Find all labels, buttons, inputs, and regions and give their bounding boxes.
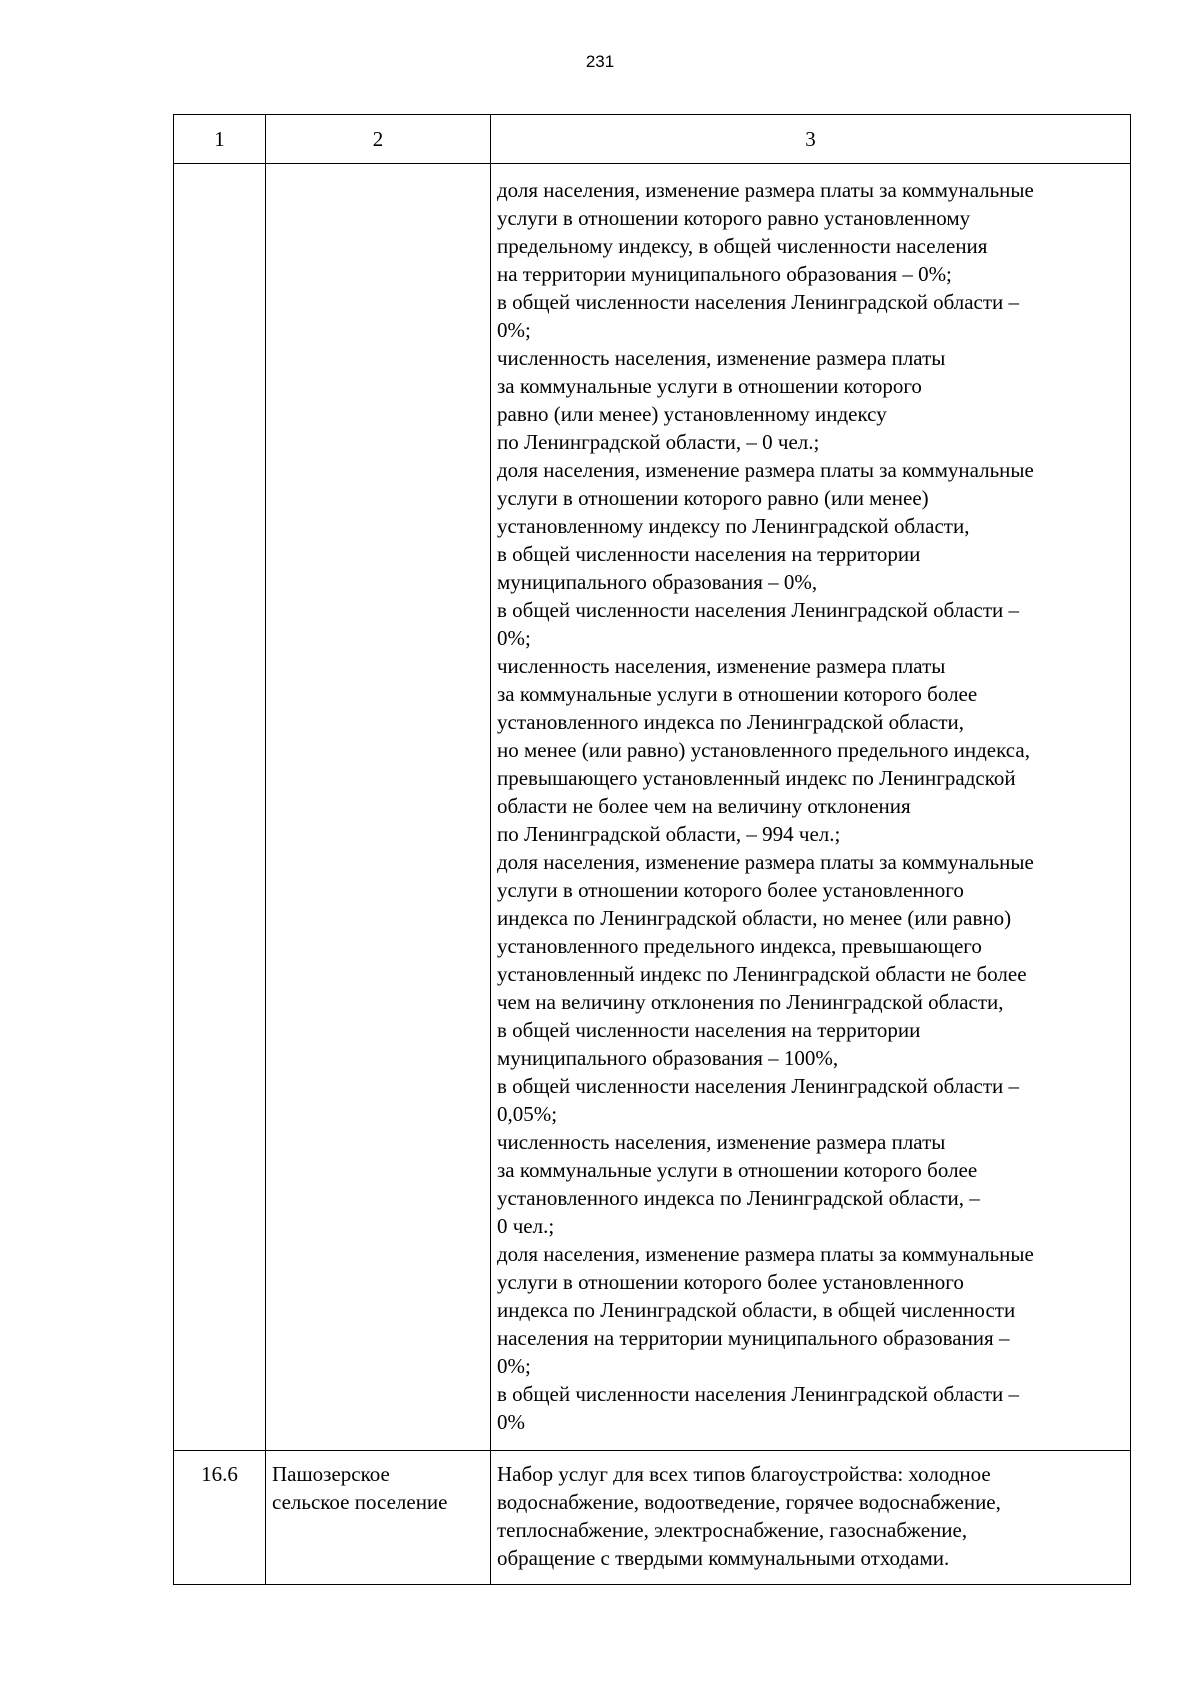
text-line: услуги в отношении которого более установленного xyxy=(497,1270,964,1294)
text-line: чем на величину отклонения по Ленинградской области, xyxy=(497,990,1004,1014)
row-number: 16.6 xyxy=(174,1451,266,1585)
row-continuation-col-2 xyxy=(266,164,491,1451)
settlement-name-line: Пашозерское xyxy=(272,1462,390,1486)
text-line: за коммунальные услуги в отношении которого xyxy=(497,374,922,398)
text-line: доля населения, изменение размера платы за коммунальные xyxy=(497,850,1034,874)
text-line: в общей численности населения Ленинградской области – xyxy=(497,1074,1020,1098)
row-continuation-col-1 xyxy=(174,164,266,1451)
text-line: в общей численности населения Ленинградской области – xyxy=(497,598,1020,622)
text-line: индекса по Ленинградской области, но менее (или равно) xyxy=(497,906,1012,930)
text-line: в общей численности населения на территории xyxy=(497,1018,921,1042)
text-line: установленного индекса по Ленинградской области, xyxy=(497,710,965,734)
text-line: установленному индексу по Ленинградской области, xyxy=(497,514,970,538)
text-line: муниципального образования – 0%, xyxy=(497,570,818,594)
page-number: 231 xyxy=(585,52,615,71)
text-line: на территории муниципального образования – 0%; xyxy=(497,262,952,286)
data-table xyxy=(173,114,1131,1585)
text-line: но менее (или равно) установленного предельного индекса, xyxy=(497,738,1030,762)
header-col-3: 3 xyxy=(491,115,1131,164)
text-line: услуги в отношении которого равно установленному xyxy=(497,206,971,230)
text-line: 0% xyxy=(497,1410,525,1434)
text-line: доля населения, изменение размера платы за коммунальные xyxy=(497,178,1034,202)
table-row-continuation xyxy=(174,164,1131,1451)
text-line: услуги в отношении которого равно (или менее) xyxy=(497,486,929,510)
text-line: водоснабжение, водоотведение, горячее водоснабжение, xyxy=(497,1490,1001,1514)
settlement-name xyxy=(266,1451,491,1585)
text-line: установленный индекс по Ленинградской области не более xyxy=(497,962,1027,986)
text-line: доля населения, изменение размера платы за коммунальные xyxy=(497,1242,1034,1266)
text-line: в общей численности населения Ленинградской области – xyxy=(497,1382,1020,1406)
text-line: превышающего установленный индекс по Ленинградской xyxy=(497,766,1016,790)
text-line: 0%; xyxy=(497,318,531,342)
header-col-2: 2 xyxy=(266,115,491,164)
text-line: 0%; xyxy=(497,626,531,650)
text-line: услуги в отношении которого более установленного xyxy=(497,878,964,902)
text-line: обращение с твердыми коммунальными отходами. xyxy=(497,1546,950,1570)
text-line: за коммунальные услуги в отношении которого более xyxy=(497,1158,978,1182)
text-line: индекса по Ленинградской области, в общей численности xyxy=(497,1298,1016,1322)
text-line: численность населения, изменение размера платы xyxy=(497,654,946,678)
text-line: по Ленинградской области, – 994 чел.; xyxy=(497,822,841,846)
text-line: Набор услуг для всех типов благоустройства: холодное xyxy=(497,1462,991,1486)
text-line: в общей численности населения Ленинградской области – xyxy=(497,290,1020,314)
text-line: теплоснабжение, электроснабжение, газоснабжение, xyxy=(497,1518,968,1542)
text-line: численность населения, изменение размера платы xyxy=(497,346,946,370)
settlement-name-line: сельское поселение xyxy=(272,1490,448,1514)
text-line: муниципального образования – 100%, xyxy=(497,1046,839,1070)
text-line: 0%; xyxy=(497,1354,531,1378)
text-line: 0,05%; xyxy=(497,1102,558,1126)
header-col-1: 1 xyxy=(174,115,266,164)
text-line: установленного индекса по Ленинградской области, – xyxy=(497,1186,980,1210)
text-line: равно (или менее) установленному индексу xyxy=(497,402,887,426)
text-line: области не более чем на величину отклонения xyxy=(497,794,911,818)
text-line: в общей численности населения на территории xyxy=(497,542,921,566)
row-continuation-col-3 xyxy=(491,164,1131,1451)
text-line: доля населения, изменение размера платы за коммунальные xyxy=(497,458,1034,482)
services-description xyxy=(491,1451,1131,1585)
text-line: установленного предельного индекса, превышающего xyxy=(497,934,982,958)
text-line: за коммунальные услуги в отношении которого более xyxy=(497,682,978,706)
text-line: по Ленинградской области, – 0 чел.; xyxy=(497,430,820,454)
text-line: населения на территории муниципального образования – xyxy=(497,1326,1010,1350)
table-header-row xyxy=(174,115,1131,164)
text-line: 0 чел.; xyxy=(497,1214,555,1238)
text-line: предельному индексу, в общей численности населения xyxy=(497,234,988,258)
text-line: численность населения, изменение размера платы xyxy=(497,1130,946,1154)
table-row-16-6 xyxy=(174,1451,1131,1585)
